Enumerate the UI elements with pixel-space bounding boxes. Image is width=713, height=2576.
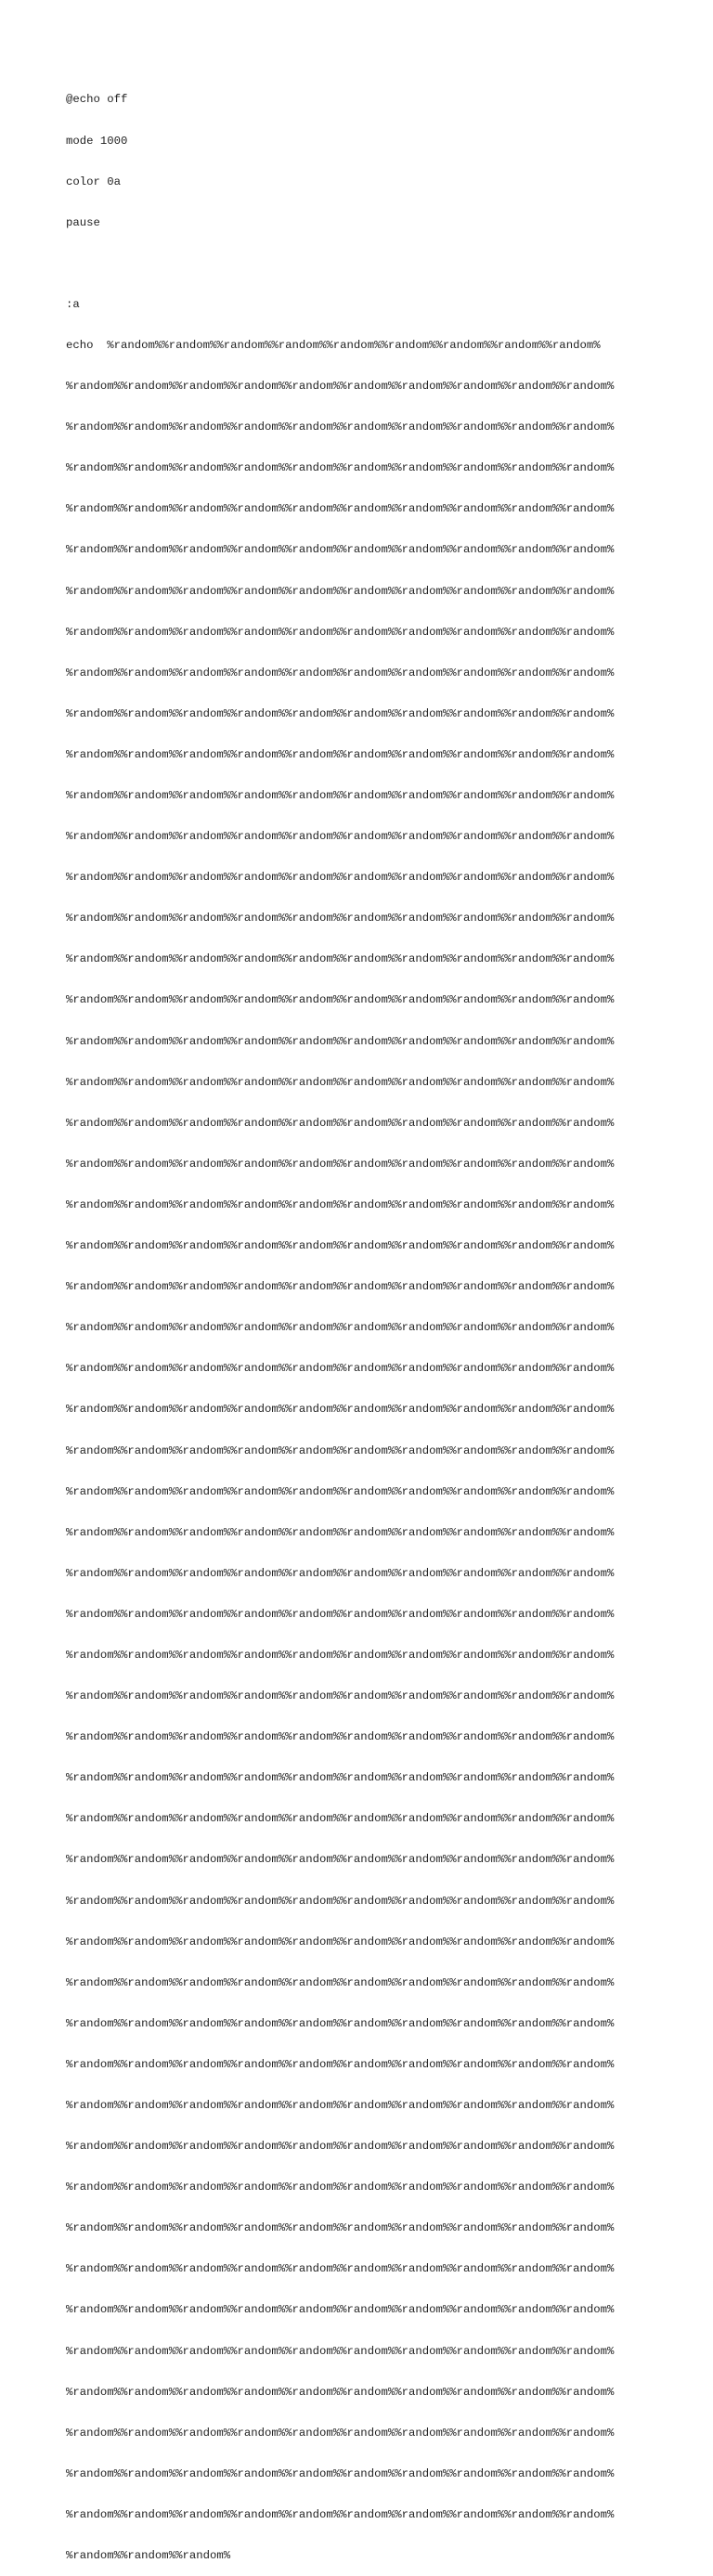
code-line-random: %random%%random%%random%%random%%random%%random%%random%%random%%random%%random% [66, 1443, 615, 1457]
code-line-random: %random%%random%%random%%random%%random%%random%%random%%random%%random%%random% [66, 706, 615, 720]
code-line-random: %random%%random%%random%%random%%random%%random%%random%%random%%random%%random% [66, 747, 615, 761]
code-line-random: %random%%random%%random%%random%%random%%random%%random%%random%%random%%random% [66, 830, 615, 844]
code-line-random: %random%%random%%random%%random%%random%%random%%random%%random%%random%%random% [66, 2140, 615, 2154]
code-line-random: %random%%random%%random%%random%%random%%random%%random%%random%%random%%random% [66, 380, 615, 394]
code-line-random: %random%%random%%random%%random%%random%%random%%random%%random%%random%%random% [66, 1239, 615, 1253]
code-line-random: %random%%random%%random%%random%%random%%random%%random%%random%%random%%random% [66, 1771, 615, 1785]
code-line-random: %random%%random%%random%%random%%random%%random%%random%%random%%random%%random% [66, 2385, 615, 2399]
code-line-random: %random%%random%%random%%random%%random%%random%%random%%random%%random%%random% [66, 952, 615, 966]
code-line-random: %random%%random%%random%%random%%random%%random%%random%%random%%random%%random% [66, 2262, 615, 2276]
code-line-label: :a [66, 297, 80, 311]
code-line-random: %random%%random%%random%%random%%random%%random%%random%%random%%random%%random% [66, 584, 615, 598]
code-line-random: %random%%random%%random%%random%%random%%random%%random%%random%%random%%random% [66, 666, 615, 680]
code-line-random: %random%%random%%random%%random%%random%%random%%random%%random%%random%%random% [66, 1812, 615, 1826]
code-line-random: %random%%random%%random%%random%%random%%random%%random%%random%%random%%random% [66, 1362, 615, 1376]
code-line-random: %random%%random%%random%%random%%random%%random%%random%%random%%random%%random% [66, 1484, 615, 1498]
code-line-random: %random%%random%%random%%random%%random%%random%%random%%random%%random%%random% [66, 1197, 615, 1211]
code-line-random: %random%%random%%random%%random%%random%%random%%random%%random%%random%%random% [66, 1280, 615, 1294]
code-line-random: %random%%random%%random%%random%%random%%random%%random%%random%%random%%random% [66, 1648, 615, 1662]
code-line-goto: %random%%random%%random% [66, 2549, 231, 2563]
code-line-random: %random%%random%%random%%random%%random%%random%%random%%random%%random%%random% [66, 789, 615, 802]
code-line-random: %random%%random%%random%%random%%random%%random%%random%%random%%random%%random% [66, 2057, 615, 2071]
code-line-random: %random%%random%%random%%random%%random%%random%%random%%random%%random%%random% [66, 2344, 615, 2358]
code-line-random: %random%%random%%random%%random%%random%%random%%random%%random%%random%%random% [66, 2426, 615, 2440]
code-line-random: %random%%random%%random%%random%%random%%random%%random%%random%%random%%random% [66, 2016, 615, 2030]
code-line-random: %random%%random%%random%%random%%random%%random%%random%%random%%random%%random% [66, 871, 615, 885]
code-line-random: %random%%random%%random%%random%%random%%random%%random%%random%%random%%random% [66, 1935, 615, 1948]
code-line-echo: echo %random%%random%%random%%random%%random%%random%%random%%random%%random% [66, 338, 601, 352]
code-line-random: %random%%random%%random%%random%%random%%random%%random%%random%%random%%random% [66, 1525, 615, 1539]
code-line-random: %random%%random%%random%%random%%random%%random%%random%%random%%random%%random% [66, 2221, 615, 2235]
code-line-random: %random%%random%%random%%random%%random%%random%%random%%random%%random%%random% [66, 1116, 615, 1130]
code-line-random: %random%%random%%random%%random%%random%%random%%random%%random%%random%%random% [66, 1157, 615, 1171]
code-line-echo-off: @echo off [66, 93, 128, 107]
batch-script-listing [66, 66, 660, 2576]
code-line-random: %random%%random%%random%%random%%random%%random%%random%%random%%random%%random% [66, 543, 615, 557]
code-line-random: %random%%random%%random%%random%%random%%random%%random%%random%%random%%random% [66, 461, 615, 475]
code-line-pause: pause [66, 215, 100, 229]
code-line-random: %random%%random%%random%%random%%random%%random%%random%%random%%random%%random% [66, 625, 615, 639]
code-line-random: %random%%random%%random%%random%%random%%random%%random%%random%%random%%random% [66, 1853, 615, 1867]
code-line-random: %random%%random%%random%%random%%random%%random%%random%%random%%random%%random% [66, 1566, 615, 1580]
code-line-color: color 0a [66, 175, 122, 188]
code-line-random: %random%%random%%random%%random%%random%%random%%random%%random%%random%%random% [66, 1034, 615, 1048]
code-line-random: %random%%random%%random%%random%%random%%random%%random%%random%%random%%random% [66, 2466, 615, 2480]
code-line-random: %random%%random%%random%%random%%random%%random%%random%%random%%random%%random% [66, 2303, 615, 2317]
code-line-random: %random%%random%%random%%random%%random%%random%%random%%random%%random%%random% [66, 1075, 615, 1089]
code-line-random: %random%%random%%random%%random%%random%%random%%random%%random%%random%%random% [66, 1403, 615, 1417]
code-line-random: %random%%random%%random%%random%%random%%random%%random%%random%%random%%random% [66, 1975, 615, 1989]
code-line-mode: mode 1000 [66, 134, 128, 148]
code-line-blank [66, 257, 660, 271]
code-line-random: %random%%random%%random%%random%%random%%random%%random%%random%%random%%random% [66, 1607, 615, 1621]
code-line-random: %random%%random%%random%%random%%random%%random%%random%%random%%random%%random% [66, 1894, 615, 1908]
code-line-random: %random%%random%%random%%random%%random%%random%%random%%random%%random%%random% [66, 1689, 615, 1703]
code-line-random-last: %random%%random%%random%%random%%random%%random%%random%%random%%random%%random% [66, 2507, 615, 2521]
code-line-random: %random%%random%%random%%random%%random%%random%%random%%random%%random%%random% [66, 1321, 615, 1335]
code-line-random: %random%%random%%random%%random%%random%%random%%random%%random%%random%%random% [66, 502, 615, 516]
code-line-random: %random%%random%%random%%random%%random%%random%%random%%random%%random%%random% [66, 2099, 615, 2112]
code-line-random: %random%%random%%random%%random%%random%%random%%random%%random%%random%%random% [66, 1730, 615, 1744]
code-line-random: %random%%random%%random%%random%%random%%random%%random%%random%%random%%random% [66, 993, 615, 1007]
code-line-random: %random%%random%%random%%random%%random%%random%%random%%random%%random%%random% [66, 2181, 615, 2194]
code-line-random: %random%%random%%random%%random%%random%%random%%random%%random%%random%%random% [66, 421, 615, 434]
code-line-random: %random%%random%%random%%random%%random%%random%%random%%random%%random%%random% [66, 912, 615, 926]
